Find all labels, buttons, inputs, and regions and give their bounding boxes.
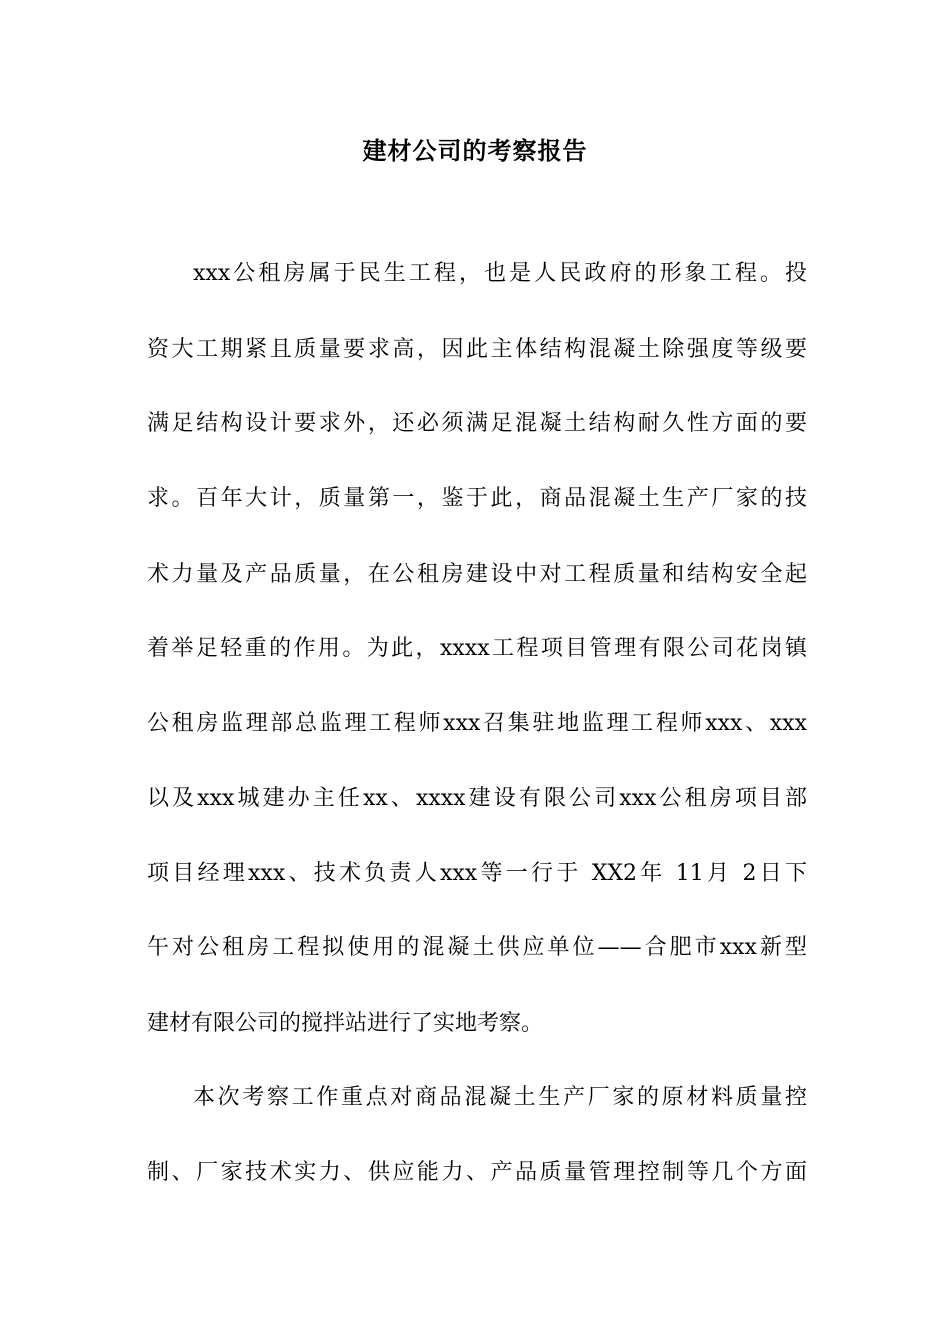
paragraph-1-line-8: 以及xxx城建办主任xx、xxxx建设有限公司xxx公租房项目部	[147, 786, 807, 811]
paragraph-1-line-2: 资大工期紧且质量要求高，因此主体结构混凝土除强度等级要	[147, 337, 807, 362]
paragraph-1-line-9: 项目经理xxx、技术负责人xxx等一行于 XX2年 11月 2日下	[147, 861, 807, 886]
paragraph-1-line-6: 着举足轻重的作用。为此，xxxx工程项目管理有限公司花岗镇	[147, 636, 807, 661]
document-title: 建材公司的考察报告	[362, 136, 588, 165]
paragraph-1-line-4: 求。百年大计，质量第一，鉴于此，商品混凝土生产厂家的技	[147, 486, 807, 511]
paragraph-1-line-1: xxx公租房属于民生工程，也是人民政府的形象工程。投	[193, 261, 807, 286]
paragraph-1-line-11: 建材有限公司的搅拌站进行了实地考察。	[147, 1011, 544, 1036]
paragraph-2-line-2: 制、厂家技术实力、供应能力、产品质量管理控制等几个方面	[147, 1160, 807, 1185]
paragraph-1-line-5: 术力量及产品质量，在公租房建设中对工程质量和结构安全起	[147, 562, 807, 587]
paragraph-2-line-1: 本次考察工作重点对商品混凝土生产厂家的原材料质量控	[193, 1085, 807, 1110]
paragraph-1-line-10: 午对公租房工程拟使用的混凝土供应单位——合肥市xxx新型	[147, 935, 807, 960]
paragraph-1-line-7: 公租房监理部总监理工程师xxx召集驻地监理工程师xxx、xxx	[147, 711, 807, 736]
paragraph-1-line-3: 满足结构设计要求外，还必须满足混凝土结构耐久性方面的要	[147, 411, 807, 436]
